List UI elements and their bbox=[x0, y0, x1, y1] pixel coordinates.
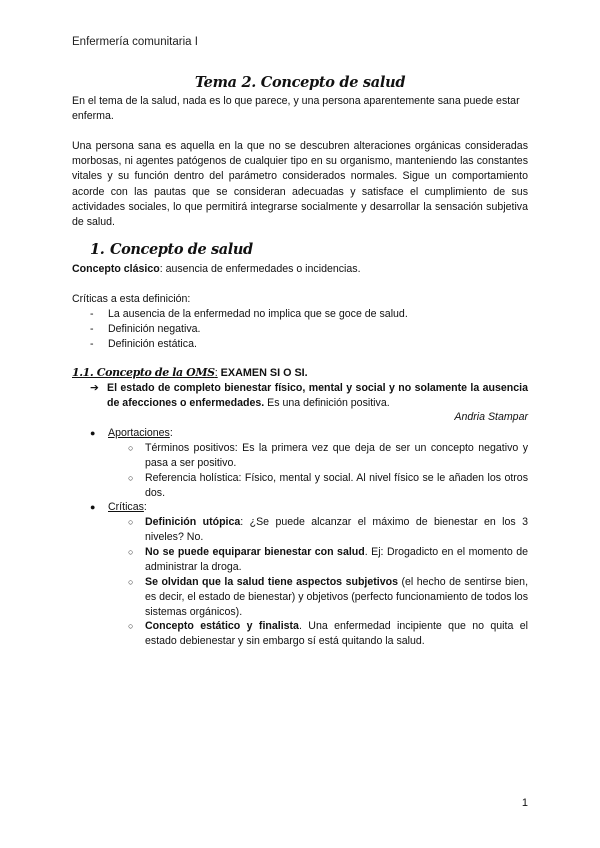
critica-rest: . Ej: Drogadicto en el momento de administrar la droga. bbox=[145, 546, 528, 574]
who-definition-rest: Es una definición positiva. bbox=[264, 397, 390, 410]
circle-bullet-icon: ○ bbox=[128, 443, 134, 453]
critica-rest: . Una enfermedad incipiente que no quita el estado debienestar y sin embargo sí está quitando la salud. bbox=[145, 620, 528, 648]
critica-rest: : ¿Se puede alcanzar el máximo de bienestar en los 3 niveles? No. bbox=[145, 516, 528, 544]
list-item bbox=[90, 337, 530, 352]
circle-bullet-icon: ○ bbox=[128, 547, 134, 557]
exam-note: EXAMEN SI O SI. bbox=[217, 367, 308, 379]
bullet-icon: ● bbox=[90, 428, 96, 438]
aportaciones-label: Aportaciones bbox=[108, 427, 170, 439]
intro-paragraph-2: Una persona sana es aquella en la que no se descubren alteraciones orgánicas consideradas morbosas, ni agentes patógenos de cualquier tipo en su organismo, manteniendo las constantes vitales y su función dentro del parámetro considerados normales. Sigue un comportamiento acorde con las pautas que se consideran adecuadas y satisface el cumplimiento de sus actividades sociales, lo que permitirá integrarse socialmente y desarrollar la sensación subjetiva de salud. bbox=[72, 140, 528, 229]
section-1-1-title: 1.1. Concepto de la OMS bbox=[72, 366, 215, 379]
section-1-1-heading bbox=[72, 366, 308, 379]
bullet-icon: ● bbox=[90, 502, 96, 512]
critica-bold: Se olvidan que la salud tiene aspectos subjetivos bbox=[145, 576, 398, 588]
list-item bbox=[128, 515, 528, 545]
critica-bold: Definición utópica bbox=[145, 516, 241, 528]
critics-intro: Críticas a esta definición: bbox=[72, 293, 191, 305]
list-item bbox=[128, 575, 528, 621]
critica-bold: Concepto estático y finalista bbox=[145, 620, 299, 632]
circle-bullet-icon: ○ bbox=[128, 473, 134, 483]
who-definition-bold: El estado de completo bienestar físico, mental y social y no solamente la ausencia de afecciones o enfermedades. bbox=[107, 382, 528, 410]
classic-concept bbox=[72, 262, 528, 277]
list-item bbox=[90, 322, 530, 337]
dash-marker: - bbox=[90, 323, 94, 336]
list-item bbox=[90, 307, 530, 322]
criticas-label: Críticas bbox=[108, 501, 144, 513]
circle-bullet-icon: ○ bbox=[128, 621, 134, 631]
section-1-heading bbox=[90, 241, 253, 258]
bullet-criticas: ● Críticas: bbox=[90, 500, 530, 515]
running-header: Enfermería comunitaria I bbox=[72, 36, 198, 48]
bullet-aportaciones: ● Aportaciones: bbox=[90, 426, 530, 441]
list-item-text: Referencia holística: Físico, mental y social. Al nivel físico se le añaden los otros dos. bbox=[145, 472, 528, 500]
who-definition bbox=[90, 381, 528, 411]
page-number: 1 bbox=[521, 797, 528, 809]
list-item bbox=[128, 441, 528, 471]
author-attribution: Andria Stampar bbox=[454, 411, 528, 423]
circle-bullet-icon: ○ bbox=[128, 577, 134, 587]
list-item-text: Definición negativa. bbox=[108, 323, 201, 336]
list-item bbox=[128, 545, 528, 575]
classic-concept-label: Concepto clásico bbox=[72, 263, 160, 275]
critica-rest: (el hecho de sentirse bien, es decir, el estado de bienestar) y objetivos (perfecto funcionamiento de todos los sistemas orgánicos). bbox=[145, 576, 529, 619]
document-title: Tema 2. Concepto de salud bbox=[194, 74, 406, 91]
critica-bold: No se puede equiparar bienestar con salud bbox=[145, 546, 365, 558]
critics-list bbox=[90, 307, 530, 353]
list-item bbox=[128, 471, 528, 501]
list-item-text: La ausencia de la enfermedad no implica que se goce de salud. bbox=[108, 308, 408, 320]
section-1-title: Concepto de salud bbox=[110, 241, 253, 258]
list-item-text: Términos positivos: Es la primera vez que deja de ser un concepto negativo y pasa a ser positivo. bbox=[145, 442, 528, 470]
arrow-icon: ➔ bbox=[90, 382, 99, 394]
dash-marker: - bbox=[90, 338, 94, 351]
intro-paragraph-1: En el tema de la salud, nada es lo que parece, y una persona aparentemente sana puede estar enferma. bbox=[72, 95, 520, 123]
classic-concept-text: : ausencia de enfermedades o incidencias. bbox=[159, 263, 361, 275]
dash-marker: - bbox=[90, 308, 94, 320]
section-1-number: 1. bbox=[90, 241, 105, 258]
circle-bullet-icon: ○ bbox=[128, 517, 134, 527]
heading-colon: : bbox=[214, 367, 218, 379]
list-item-text: Definición estática. bbox=[108, 338, 197, 351]
list-item bbox=[128, 619, 528, 649]
